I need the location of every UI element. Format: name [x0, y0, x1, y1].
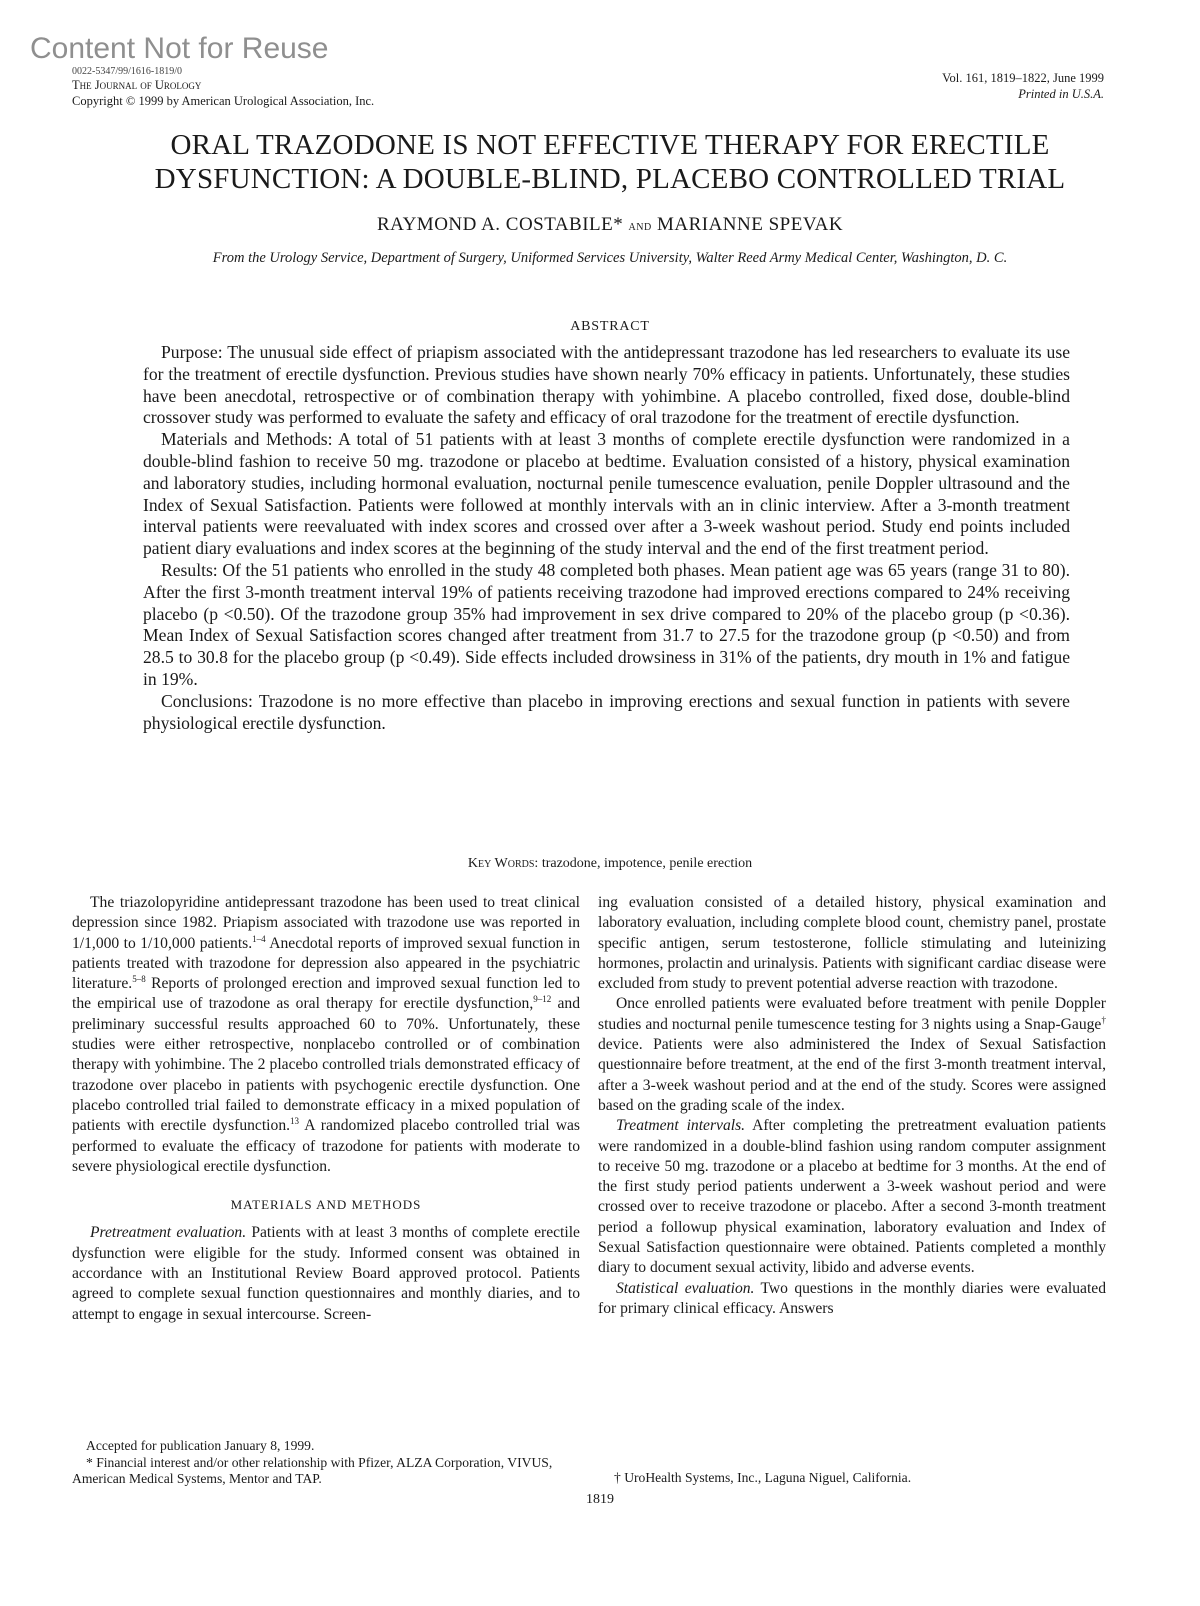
- author-conjunction: and: [628, 219, 652, 234]
- author-1: RAYMOND A. COSTABILE*: [376, 214, 624, 235]
- footnote-right: † UroHealth Systems, Inc., Laguna Niguel, California.: [614, 1470, 912, 1485]
- citation: 13: [290, 1116, 300, 1127]
- citation: 5–8: [132, 974, 146, 984]
- financial-footnote: * Financial interest and/or other relationship with Pfizer, ALZA Corporation, VIVUS, American Medical Systems, Mentor and TAP.: [72, 1454, 553, 1486]
- author-list: [60, 214, 1160, 236]
- abstract-purpose: Purpose: The unusual side effect of priapism associated with the antidepressant trazodone has led researchers to evaluate its use for the treatment of erectile dysfunction. Previous studies have shown nearly 70% efficacy in patients. Unfortunately, these studies have been anecdotal, retrospective or of combination therapy with yohimbine. A placebo controlled, fixed dose, double-blind crossover study was performed to evaluate the safety and efficacy of oral trazodone for the treatment of erectile dysfunction.: [143, 342, 1070, 428]
- statistics-label: Statistical evaluation.: [616, 1279, 755, 1297]
- statistics-paragraph: Statistical evaluation. Two questions in the monthly diaries were evaluated for primary clinical efficacy. Answers: [598, 1279, 1106, 1317]
- pretreatment-label: Pretreatment evaluation.: [90, 1224, 247, 1242]
- article-title: [60, 128, 1160, 196]
- watermark: Content Not for Reuse: [30, 32, 329, 65]
- key-words-terms: trazodone, impotence, penile erection: [541, 856, 753, 871]
- abstract-methods: Materials and Methods: A total of 51 patients with at least 3 months of complete erectile dysfunction were randomized in a double-blind fashion to receive 50 mg. trazodone or placebo at bedtime. Evaluation consisted of a history, physical examination and laboratory studies, including hormonal evaluation, nocturnal penile tumescence evaluation, penile Doppler ultrasound and the Index of Sexual Satisfaction. Patients were followed at monthly intervals with an in clinic interview. After a 3-month treatment interval patients were reevaluated with index scores and crossed over after a 3-week washout period. Study end points included patient diary evaluations and index scores at the beginning of the study interval and the end of the first treatment period.: [143, 429, 1070, 559]
- journal-header-right: [942, 70, 1104, 102]
- treatment-paragraph: Treatment intervals. After completing the pretreatment evaluation patients were randomized in a double-blind fashion using random computer assignment to receive 50 mg. trazodone or a placebo at bedtime for 3 months. At the end of the first study period patients underwent a 3-week washout period and were crossed over to receive trazodone or placebo. After a second 3-month treatment period a followup physical examination, laboratory evaluation and Index of Sexual Satisfaction questionnaire were obtained. Patients completed a monthly diary to document sexual activity, libido and adverse events.: [598, 1117, 1106, 1277]
- key-words: [60, 856, 1160, 872]
- journal-header-left: [72, 66, 374, 109]
- methods-heading: MATERIALS AND METHODS: [230, 1197, 422, 1213]
- enrollment-paragraph: Once enrolled patients were evaluated before treatment with penile Doppler studies and nocturnal penile tumescence testing for 3 nights using a Snap-Gauge† device. Patients were also administered the Index of Sexual Satisfaction questionnaire before treatment, at the end of the first 3-month treatment interval, after a 3-week washout period and at the end of the study. Scores were assigned based on the grading scale of the index.: [598, 995, 1106, 1114]
- journal-name: The Journal of Urology: [72, 78, 202, 92]
- dagger-mark: †: [1101, 1014, 1106, 1025]
- right-column: [598, 893, 1106, 1319]
- footnotes-left: [72, 1438, 580, 1488]
- volume-line: Vol. 161, 1819–1822, June 1999: [942, 71, 1104, 85]
- abstract-results: Results: Of the 51 patients who enrolled in the study 48 completed both phases. Mean patient age was 65 years (range 31 to 80). After the first 3-month treatment interval 19% of patients receiving trazodone had improved erections compared to 24% receiving placebo (p <0.50). Of the trazodone group 35% had improvement in sex drive compared to 20% of the placebo group (p <0.36). Mean Index of Sexual Satisfaction scores changed after treatment from 31.7 to 27.5 for the trazodone group (p <0.50) and from 28.5 to 30.8 for the placebo group (p <0.49). Side effects included drowsiness in 31% of the patients, dry mouth in 1% and fatigue in 19%.: [143, 559, 1070, 689]
- left-column: [72, 893, 580, 1325]
- abstract-body: [143, 342, 1070, 734]
- page-number: 1819: [586, 1492, 614, 1507]
- copyright-line: Copyright © 1999 by American Urological Association, Inc.: [72, 94, 375, 108]
- accepted-footnote: Accepted for publication January 8, 1999.: [86, 1438, 315, 1453]
- introduction-paragraph: The triazolopyridine antidepressant trazodone has been used to treat clinical depression since 1982. Priapism associated with trazodone use was reported in 1/1,000 to 1/10,000 patients.$^{1-4}$ Anecdotal reports of improved sexual function in patients treated with trazodone for depression also appeared in the psychiatric literature.$^{5-8}$ Reports of prolonged erection and improved sexual function led to the empirical use of trazodone as oral therapy for erectile dysfunction,$^{9-12}$ and preliminary successful results approached 60 to 70%. Unfortunately, these studies were either retrospective, nonplacebo controlled or of combination therapy with yohimbine. The 2 placebo controlled trials demonstrated efficacy of trazodone over placebo in patients with psychogenic erectile dysfunction. One placebo controlled trial failed to demonstrate efficacy in a mixed population of patients with erectile dysfunction.$^{13}$ A randomized placebo controlled trial was performed to evaluate the efficacy of trazodone for patients with moderate to severe physiological erectile dysfunction.: [72, 894, 581, 1175]
- key-words-label: Key Words:: [467, 856, 539, 871]
- abstract-heading: ABSTRACT: [570, 319, 650, 334]
- title-line-2: DYSFUNCTION: A DOUBLE-BLIND, PLACEBO CONTROLLED TRIAL: [154, 163, 1066, 195]
- citation: 9–12: [533, 994, 552, 1005]
- treatment-label: Treatment intervals.: [616, 1117, 746, 1135]
- printed-line: Printed in U.S.A.: [1018, 87, 1104, 101]
- pretreatment-paragraph: Pretreatment evaluation. Patients with at least 3 months of complete erectile dysfunction were eligible for the study. Informed consent was obtained in accordance with an Institutional Review Board approved protocol. Patients agreed to complete sexual function questionnaires and monthly diaries, and to attempt to engage in sexual intercourse. Screen-: [72, 1224, 580, 1323]
- article-code: 0022-5347/99/1616-1819/0: [72, 66, 182, 77]
- abstract-conclusions: Conclusions: Trazodone is no more effective than placebo in improving erections and sexual function in patients with severe physiological erectile dysfunction.: [143, 690, 1070, 733]
- title-line-1: ORAL TRAZODONE IS NOT EFFECTIVE THERAPY FOR ERECTILE: [170, 129, 1050, 161]
- citation: 1–4: [252, 933, 266, 944]
- author-2: MARIANNE SPEVAK: [656, 214, 844, 235]
- screening-paragraph: ing evaluation consisted of a detailed history, physical examination and laboratory evaluation, including complete blood count, chemistry panel, prostate specific antigen, serum testosterone, follicle stimulating and luteinizing hormones, prolactin and urinalysis. Patients with significant cardiac disease were excluded from study to prevent potential adverse reaction with trazodone.: [598, 894, 1106, 993]
- affiliation: From the Urology Service, Department of Surgery, Uniformed Services University, Walter Reed Army Medical Center, Washington, D. C.: [212, 250, 1008, 266]
